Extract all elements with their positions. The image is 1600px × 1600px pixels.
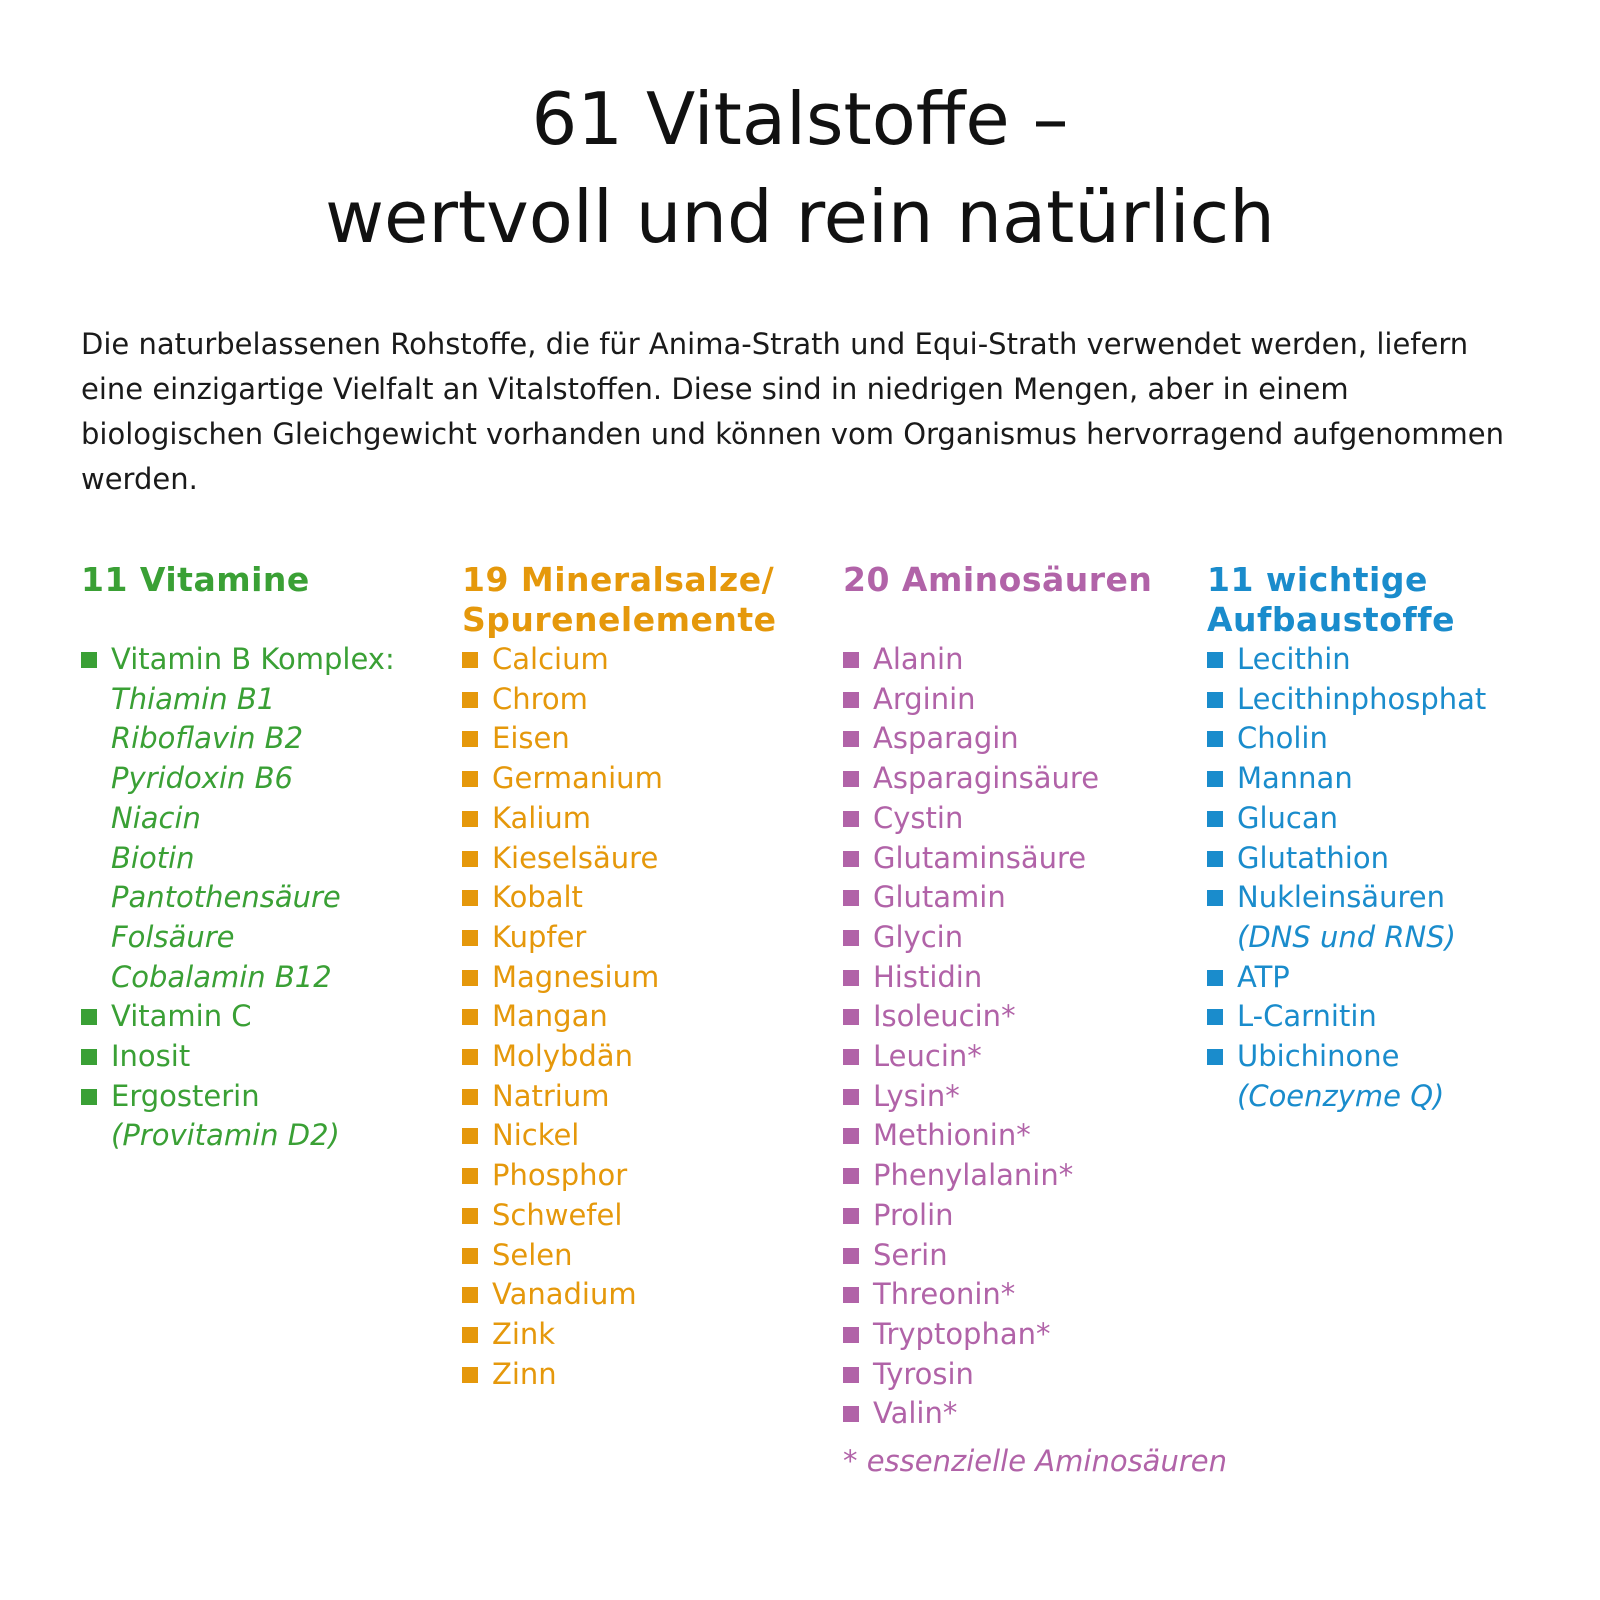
square-bullet-icon: [1207, 1009, 1223, 1025]
title-line-2: wertvoll und rein natürlich: [325, 175, 1275, 259]
square-bullet-icon: [462, 1287, 478, 1303]
list-item-label: Glucan: [1237, 800, 1339, 835]
title-line-1: 61 Vitalstoffe –: [531, 77, 1069, 161]
square-bullet-icon: [843, 930, 859, 946]
square-bullet-icon: [462, 731, 478, 747]
list-item: [843, 1236, 1227, 1276]
square-bullet-icon: [81, 1089, 97, 1105]
square-bullet-icon: [462, 1128, 478, 1144]
column-heading-line: 19 Mineralsalze/: [462, 560, 775, 599]
list-item: [462, 759, 777, 799]
square-bullet-icon: [843, 731, 859, 747]
square-bullet-icon: [843, 1327, 859, 1343]
list-item-label: Isoleucin*: [873, 999, 1016, 1034]
square-bullet-icon: [843, 1049, 859, 1065]
column-vitamine: [81, 560, 395, 1156]
list-item-sublabel: (Coenzyme Q): [1237, 1078, 1445, 1113]
square-bullet-icon: [843, 1009, 859, 1025]
square-bullet-icon: [1207, 851, 1223, 867]
square-bullet-icon: [462, 1089, 478, 1105]
list-item-label: Lysin*: [873, 1078, 960, 1113]
list-item-label: Arginin: [873, 681, 976, 716]
list-item-label: Molybdän: [492, 1039, 633, 1074]
list-item: [843, 1116, 1227, 1156]
item-list: [843, 640, 1227, 1434]
square-bullet-icon: [462, 1367, 478, 1383]
list-item-sublabel: Niacin: [111, 800, 201, 835]
square-bullet-icon: [843, 811, 859, 827]
list-item-label: Alanin: [873, 642, 964, 676]
list-item: [1207, 839, 1486, 879]
list-item-label: Glutamin: [873, 880, 1006, 915]
list-item-label: Asparaginsäure: [873, 761, 1100, 796]
column-heading-line: 11 wichtige: [1207, 560, 1428, 599]
list-item: [81, 640, 395, 997]
list-item: [843, 759, 1227, 799]
list-item-label: Inosit: [111, 1039, 191, 1074]
list-item-label: Vitamin C: [111, 999, 252, 1034]
list-item: [1207, 799, 1486, 839]
column-heading-line: Spurenelemente: [462, 600, 777, 639]
list-item-label: Serin: [873, 1237, 948, 1272]
list-item: [843, 719, 1227, 759]
column-aufbaustoffe: [1207, 560, 1486, 1116]
list-item-label: Vitamin B Komplex:: [111, 642, 395, 676]
list-item: [462, 799, 777, 839]
list-item: [462, 1236, 777, 1276]
list-item-label: Tyrosin: [873, 1356, 974, 1391]
list-item: [1207, 759, 1486, 799]
list-item: [462, 1156, 777, 1196]
list-item-label: Calcium: [492, 642, 609, 676]
list-item-label: Magnesium: [492, 959, 660, 994]
list-item-label: Phosphor: [492, 1158, 628, 1193]
list-item-sublabel: Pyridoxin B6: [111, 761, 293, 796]
list-item-sublabel: Thiamin B1: [111, 681, 276, 716]
list-item-label: Methionin*: [873, 1118, 1031, 1153]
list-item: [843, 997, 1227, 1037]
square-bullet-icon: [462, 771, 478, 787]
square-bullet-icon: [1207, 1049, 1223, 1065]
list-item-label: Vanadium: [492, 1277, 637, 1312]
square-bullet-icon: [462, 970, 478, 986]
list-item: [843, 1394, 1227, 1434]
list-item-label: Tryptophan*: [873, 1316, 1051, 1351]
list-item: [843, 1275, 1227, 1315]
footnote-essential-amino-acids: * essenzielle Aminosäuren: [843, 1444, 1227, 1479]
column-heading: [843, 560, 1227, 640]
column-heading-line: 20 Aminosäuren: [843, 560, 1153, 599]
square-bullet-icon: [1207, 890, 1223, 906]
list-item-label: Schwefel: [492, 1197, 623, 1232]
list-item: [1207, 640, 1486, 680]
list-item-label: Natrium: [492, 1078, 610, 1113]
list-item: [843, 878, 1227, 918]
column-heading: [462, 560, 777, 640]
list-item-label: Chrom: [492, 681, 588, 716]
list-item: [462, 1116, 777, 1156]
list-item-label: Glycin: [873, 919, 964, 954]
list-item: [81, 1077, 395, 1156]
square-bullet-icon: [843, 1089, 859, 1105]
square-bullet-icon: [462, 811, 478, 827]
list-item-label: Threonin*: [873, 1277, 1016, 1312]
square-bullet-icon: [462, 1168, 478, 1184]
list-item: [1207, 997, 1486, 1037]
list-item: [1207, 719, 1486, 759]
page-title: [0, 70, 1600, 266]
square-bullet-icon: [462, 1009, 478, 1025]
list-item-label: Glutaminsäure: [873, 840, 1087, 875]
column-aminosaeuren: [843, 560, 1227, 1481]
list-item: [462, 1355, 777, 1395]
square-bullet-icon: [1207, 771, 1223, 787]
list-item-label: Eisen: [492, 721, 570, 756]
list-item: [843, 958, 1227, 998]
list-item-label: Mannan: [1237, 761, 1353, 796]
square-bullet-icon: [1207, 731, 1223, 747]
list-item: [462, 997, 777, 1037]
list-item: [1207, 878, 1486, 957]
list-item: [1207, 1037, 1486, 1116]
column-heading-line: Aufbaustoffe: [1207, 600, 1455, 639]
list-item-sublabel: (Provitamin D2): [111, 1118, 340, 1153]
square-bullet-icon: [843, 1367, 859, 1383]
list-item: [462, 680, 777, 720]
square-bullet-icon: [843, 771, 859, 787]
list-item-label: Kupfer: [492, 919, 587, 954]
list-item: [843, 1077, 1227, 1117]
list-item: [1207, 680, 1486, 720]
list-item: [462, 640, 777, 680]
list-item: [843, 918, 1227, 958]
square-bullet-icon: [1207, 652, 1223, 668]
square-bullet-icon: [843, 692, 859, 708]
list-item-sublabel: Pantothensäure: [111, 880, 341, 915]
list-item-sublabel: Biotin: [111, 840, 195, 875]
list-item-label: Selen: [492, 1237, 573, 1272]
square-bullet-icon: [843, 1287, 859, 1303]
list-item: [843, 1315, 1227, 1355]
list-item-sublabel: (DNS und RNS): [1237, 919, 1456, 954]
square-bullet-icon: [843, 1406, 859, 1422]
list-item: [843, 1196, 1227, 1236]
square-bullet-icon: [81, 652, 97, 668]
list-item-label: Lecithin: [1237, 642, 1351, 676]
square-bullet-icon: [81, 1009, 97, 1025]
list-item-label: Kieselsäure: [492, 840, 659, 875]
item-list: [1207, 640, 1486, 1116]
square-bullet-icon: [843, 890, 859, 906]
square-bullet-icon: [462, 1327, 478, 1343]
square-bullet-icon: [843, 970, 859, 986]
list-item-label: Zink: [492, 1316, 556, 1351]
list-item: [843, 680, 1227, 720]
square-bullet-icon: [843, 1248, 859, 1264]
list-item-label: Ergosterin: [111, 1078, 260, 1113]
list-item-sublabel: Riboflavin B2: [111, 721, 304, 756]
list-item: [462, 918, 777, 958]
list-item-label: Zinn: [492, 1356, 557, 1391]
square-bullet-icon: [462, 1248, 478, 1264]
list-item-sublabel: Cobalamin B12: [111, 959, 332, 994]
list-item-label: Ubichinone: [1237, 1039, 1400, 1074]
list-item-sublabel: Folsäure: [111, 919, 235, 954]
square-bullet-icon: [462, 851, 478, 867]
list-item: [462, 719, 777, 759]
list-item: [1207, 958, 1486, 998]
square-bullet-icon: [81, 1049, 97, 1065]
list-item: [462, 1196, 777, 1236]
square-bullet-icon: [843, 1208, 859, 1224]
list-item: [843, 1037, 1227, 1077]
column-heading: [1207, 560, 1486, 640]
square-bullet-icon: [843, 1128, 859, 1144]
list-item: [81, 1037, 395, 1077]
square-bullet-icon: [462, 1049, 478, 1065]
list-item: [462, 839, 777, 879]
list-item: [462, 1077, 777, 1117]
list-item: [462, 1275, 777, 1315]
item-list: [462, 640, 777, 1394]
list-item-label: Nickel: [492, 1118, 580, 1153]
square-bullet-icon: [462, 652, 478, 668]
list-item-label: Phenylalanin*: [873, 1158, 1074, 1193]
list-item-label: Germanium: [492, 761, 663, 796]
list-item-label: Kobalt: [492, 880, 583, 915]
square-bullet-icon: [843, 1168, 859, 1184]
intro-paragraph: Die naturbelassenen Rohstoffe, die für Anima-Strath und Equi-Strath verwendet werden, liefern eine einzigartige Vielfalt an Vitalstoffen. Diese sind in niedrigen Mengen, aber in einem biologischen Gleichgewicht vorhanden und können vom Organismus hervorragend aufgenommen werden.: [81, 327, 1504, 496]
column-mineralsalze: [462, 560, 777, 1394]
list-item: [81, 997, 395, 1037]
column-heading-line: 11 Vitamine: [81, 560, 310, 599]
list-item-label: Mangan: [492, 999, 608, 1034]
list-item: [843, 839, 1227, 879]
column-heading: [81, 560, 395, 640]
list-item: [462, 878, 777, 918]
list-item-label: Glutathion: [1237, 840, 1389, 875]
square-bullet-icon: [462, 890, 478, 906]
item-list: [81, 640, 395, 1156]
list-item: [462, 958, 777, 998]
list-item: [843, 1156, 1227, 1196]
list-item-label: Asparagin: [873, 721, 1019, 756]
square-bullet-icon: [1207, 970, 1223, 986]
square-bullet-icon: [462, 930, 478, 946]
square-bullet-icon: [1207, 811, 1223, 827]
list-item: [843, 1355, 1227, 1395]
list-item-label: Lecithinphosphat: [1237, 681, 1487, 716]
list-item-label: Nukleinsäuren: [1237, 880, 1445, 915]
list-item-label: Prolin: [873, 1197, 954, 1232]
list-item-label: Cholin: [1237, 721, 1328, 756]
list-item: [843, 640, 1227, 680]
list-item: [843, 799, 1227, 839]
list-item-label: ATP: [1237, 959, 1290, 994]
list-item-label: Cystin: [873, 800, 964, 835]
list-item-label: L-Carnitin: [1237, 999, 1377, 1034]
square-bullet-icon: [1207, 692, 1223, 708]
square-bullet-icon: [462, 692, 478, 708]
square-bullet-icon: [843, 652, 859, 668]
list-item: [462, 1315, 777, 1355]
square-bullet-icon: [462, 1208, 478, 1224]
list-item: [462, 1037, 777, 1077]
list-item-label: Kalium: [492, 800, 592, 835]
list-item-label: Valin*: [873, 1396, 958, 1431]
square-bullet-icon: [843, 851, 859, 867]
list-item-label: Leucin*: [873, 1039, 982, 1074]
list-item-label: Histidin: [873, 959, 983, 994]
